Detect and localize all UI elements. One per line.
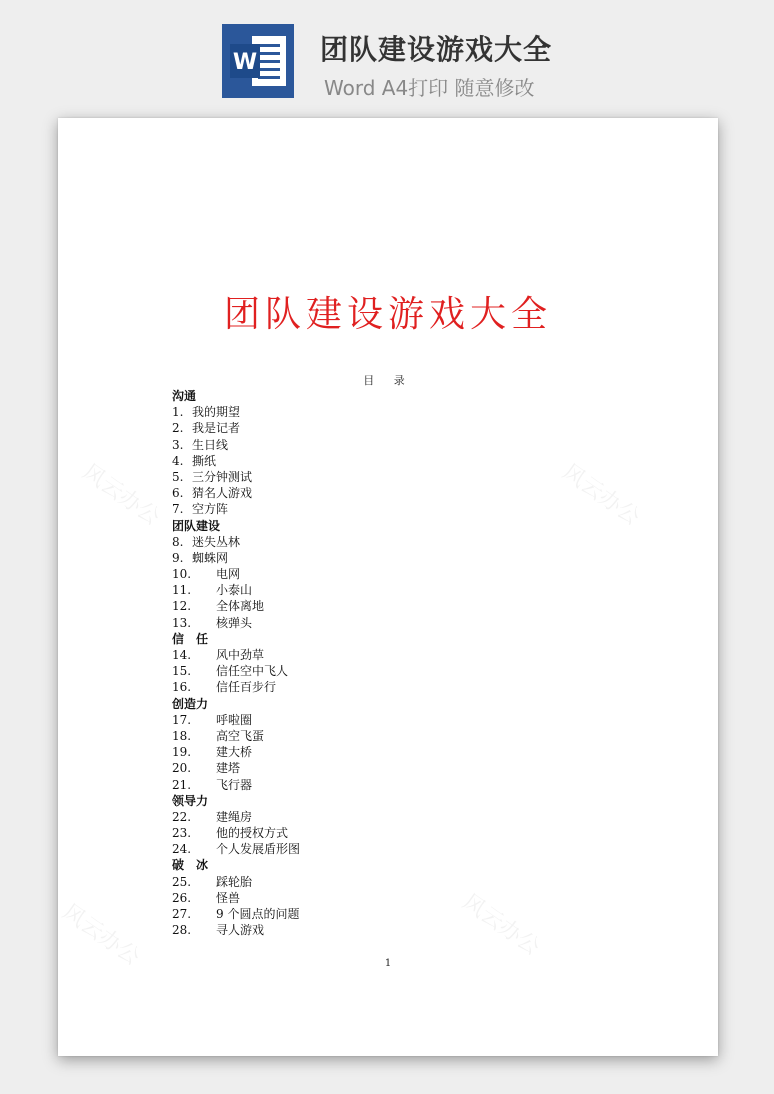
toc-heading: 目 录 (363, 374, 413, 387)
toc-item-title: 蜘蛛网 (192, 550, 229, 565)
toc-item (172, 809, 592, 825)
toc-item (172, 615, 592, 631)
watermark: 风云办公 (557, 459, 645, 531)
toc-item (172, 550, 592, 566)
toc-item (172, 420, 592, 436)
toc-item-number: 9. (172, 550, 184, 565)
toc-item (172, 679, 592, 695)
toc-item (172, 841, 592, 857)
toc-item-title: 迷失丛林 (192, 534, 241, 549)
toc-item (172, 890, 592, 906)
toc-item (172, 760, 592, 776)
toc-section-heading: 信 任 (172, 631, 209, 646)
toc-item (172, 453, 592, 469)
word-icon-letter: W (232, 50, 258, 75)
toc-item-number: 24. (172, 842, 192, 857)
toc-section-heading: 沟通 (172, 389, 197, 403)
toc-item-title: 建大桥 (216, 745, 253, 760)
toc-item-number: 22. (172, 809, 192, 824)
toc-item (172, 906, 592, 922)
toc-item-title: 三分钟测试 (192, 469, 253, 484)
toc-item-title: 我是记者 (192, 421, 241, 436)
toc-item-title: 我的期望 (192, 405, 241, 420)
toc-item (172, 712, 592, 728)
toc-item-number: 18. (172, 728, 192, 743)
toc-item-number: 1. (172, 405, 184, 420)
toc-item-number: 2. (172, 421, 184, 436)
toc-item-title: 呼啦圈 (216, 712, 253, 727)
toc-item (172, 437, 592, 453)
toc-item (172, 874, 592, 890)
toc-item (172, 825, 592, 841)
toc-item (172, 777, 592, 793)
page-number: 1 (384, 958, 392, 969)
toc-section-heading: 破 冰 (172, 858, 209, 873)
toc-item-title: 核弹头 (216, 615, 253, 630)
toc-item (172, 647, 592, 663)
toc-item (172, 485, 592, 501)
toc-item-title: 9 个圆点的问题 (216, 907, 300, 921)
toc-item-number: 14. (172, 648, 192, 662)
toc-item-title: 空方阵 (192, 502, 229, 517)
watermark: 风云办公 (58, 899, 145, 971)
toc-item-title: 信任空中飞人 (216, 664, 289, 679)
toc-item-number: 13. (172, 615, 192, 630)
toc-item (172, 534, 592, 550)
toc-item-title: 小泰山 (216, 583, 253, 598)
toc-item-number: 27. (172, 907, 192, 921)
toc-item-title: 个人发展盾形图 (216, 842, 301, 857)
toc-item (172, 501, 592, 517)
toc-item-number: 19. (172, 745, 192, 760)
toc-item (172, 469, 592, 485)
toc-item-number: 17. (172, 712, 192, 727)
toc-item-number: 20. (172, 761, 192, 776)
toc-item-title: 他的授权方式 (216, 826, 289, 841)
toc-item-title: 建塔 (216, 761, 241, 776)
toc-section-heading: 创造力 (172, 696, 209, 711)
toc-item-title: 全体离地 (216, 599, 265, 614)
header-banner (0, 0, 774, 110)
toc-item-number: 25. (172, 874, 192, 889)
document-title: 团队建设游戏大全 (223, 294, 552, 335)
toc-item-title: 电网 (216, 567, 241, 582)
toc-item-number: 6. (172, 486, 184, 501)
toc-item (172, 663, 592, 679)
toc-item (172, 598, 592, 614)
toc-item-title: 风中劲草 (216, 648, 265, 662)
toc-item (172, 582, 592, 598)
toc-item-title: 高空飞蛋 (216, 728, 265, 743)
banner-title: 团队建设游戏大全 (320, 33, 553, 66)
toc-item-number: 28. (172, 923, 192, 938)
toc-item-title: 踩轮胎 (216, 874, 253, 889)
toc-item-number: 7. (172, 502, 184, 517)
toc-item-title: 信任百步行 (216, 680, 277, 695)
toc-item-title: 建绳房 (216, 809, 253, 824)
toc-item-number: 4. (172, 453, 184, 468)
toc-item (172, 404, 592, 420)
toc-section-heading: 领导力 (172, 793, 209, 808)
toc-item (172, 922, 592, 938)
toc-item-number: 15. (172, 664, 192, 679)
toc-item-title: 飞行器 (216, 777, 253, 792)
document-page (58, 118, 718, 1056)
toc-item-number: 11. (172, 583, 192, 598)
watermark: 风云办公 (457, 889, 545, 961)
toc-item (172, 566, 592, 582)
toc-item-number: 8. (172, 534, 184, 549)
toc-item-number: 5. (172, 469, 184, 484)
toc-item (172, 728, 592, 744)
banner-subtitle: Word A4打印 随意修改 (324, 76, 535, 100)
table-of-contents (172, 388, 592, 938)
toc-item-number: 21. (172, 777, 192, 792)
toc-item-title: 猜名人游戏 (192, 486, 253, 501)
toc-item-number: 3. (172, 437, 184, 452)
toc-item-title: 撕纸 (192, 453, 217, 468)
toc-item-title: 怪兽 (216, 890, 241, 905)
watermark: 风云办公 (77, 459, 165, 531)
toc-item-number: 16. (172, 680, 192, 695)
toc-item-number: 23. (172, 826, 192, 841)
word-document-icon (222, 24, 294, 98)
toc-item-number: 26. (172, 890, 192, 905)
toc-item-title: 寻人游戏 (216, 923, 265, 938)
toc-item (172, 744, 592, 760)
toc-item-title: 生日线 (192, 437, 229, 452)
toc-item-number: 12. (172, 599, 192, 614)
toc-item-number: 10. (172, 567, 192, 582)
toc-section-heading: 团队建设 (172, 518, 221, 533)
